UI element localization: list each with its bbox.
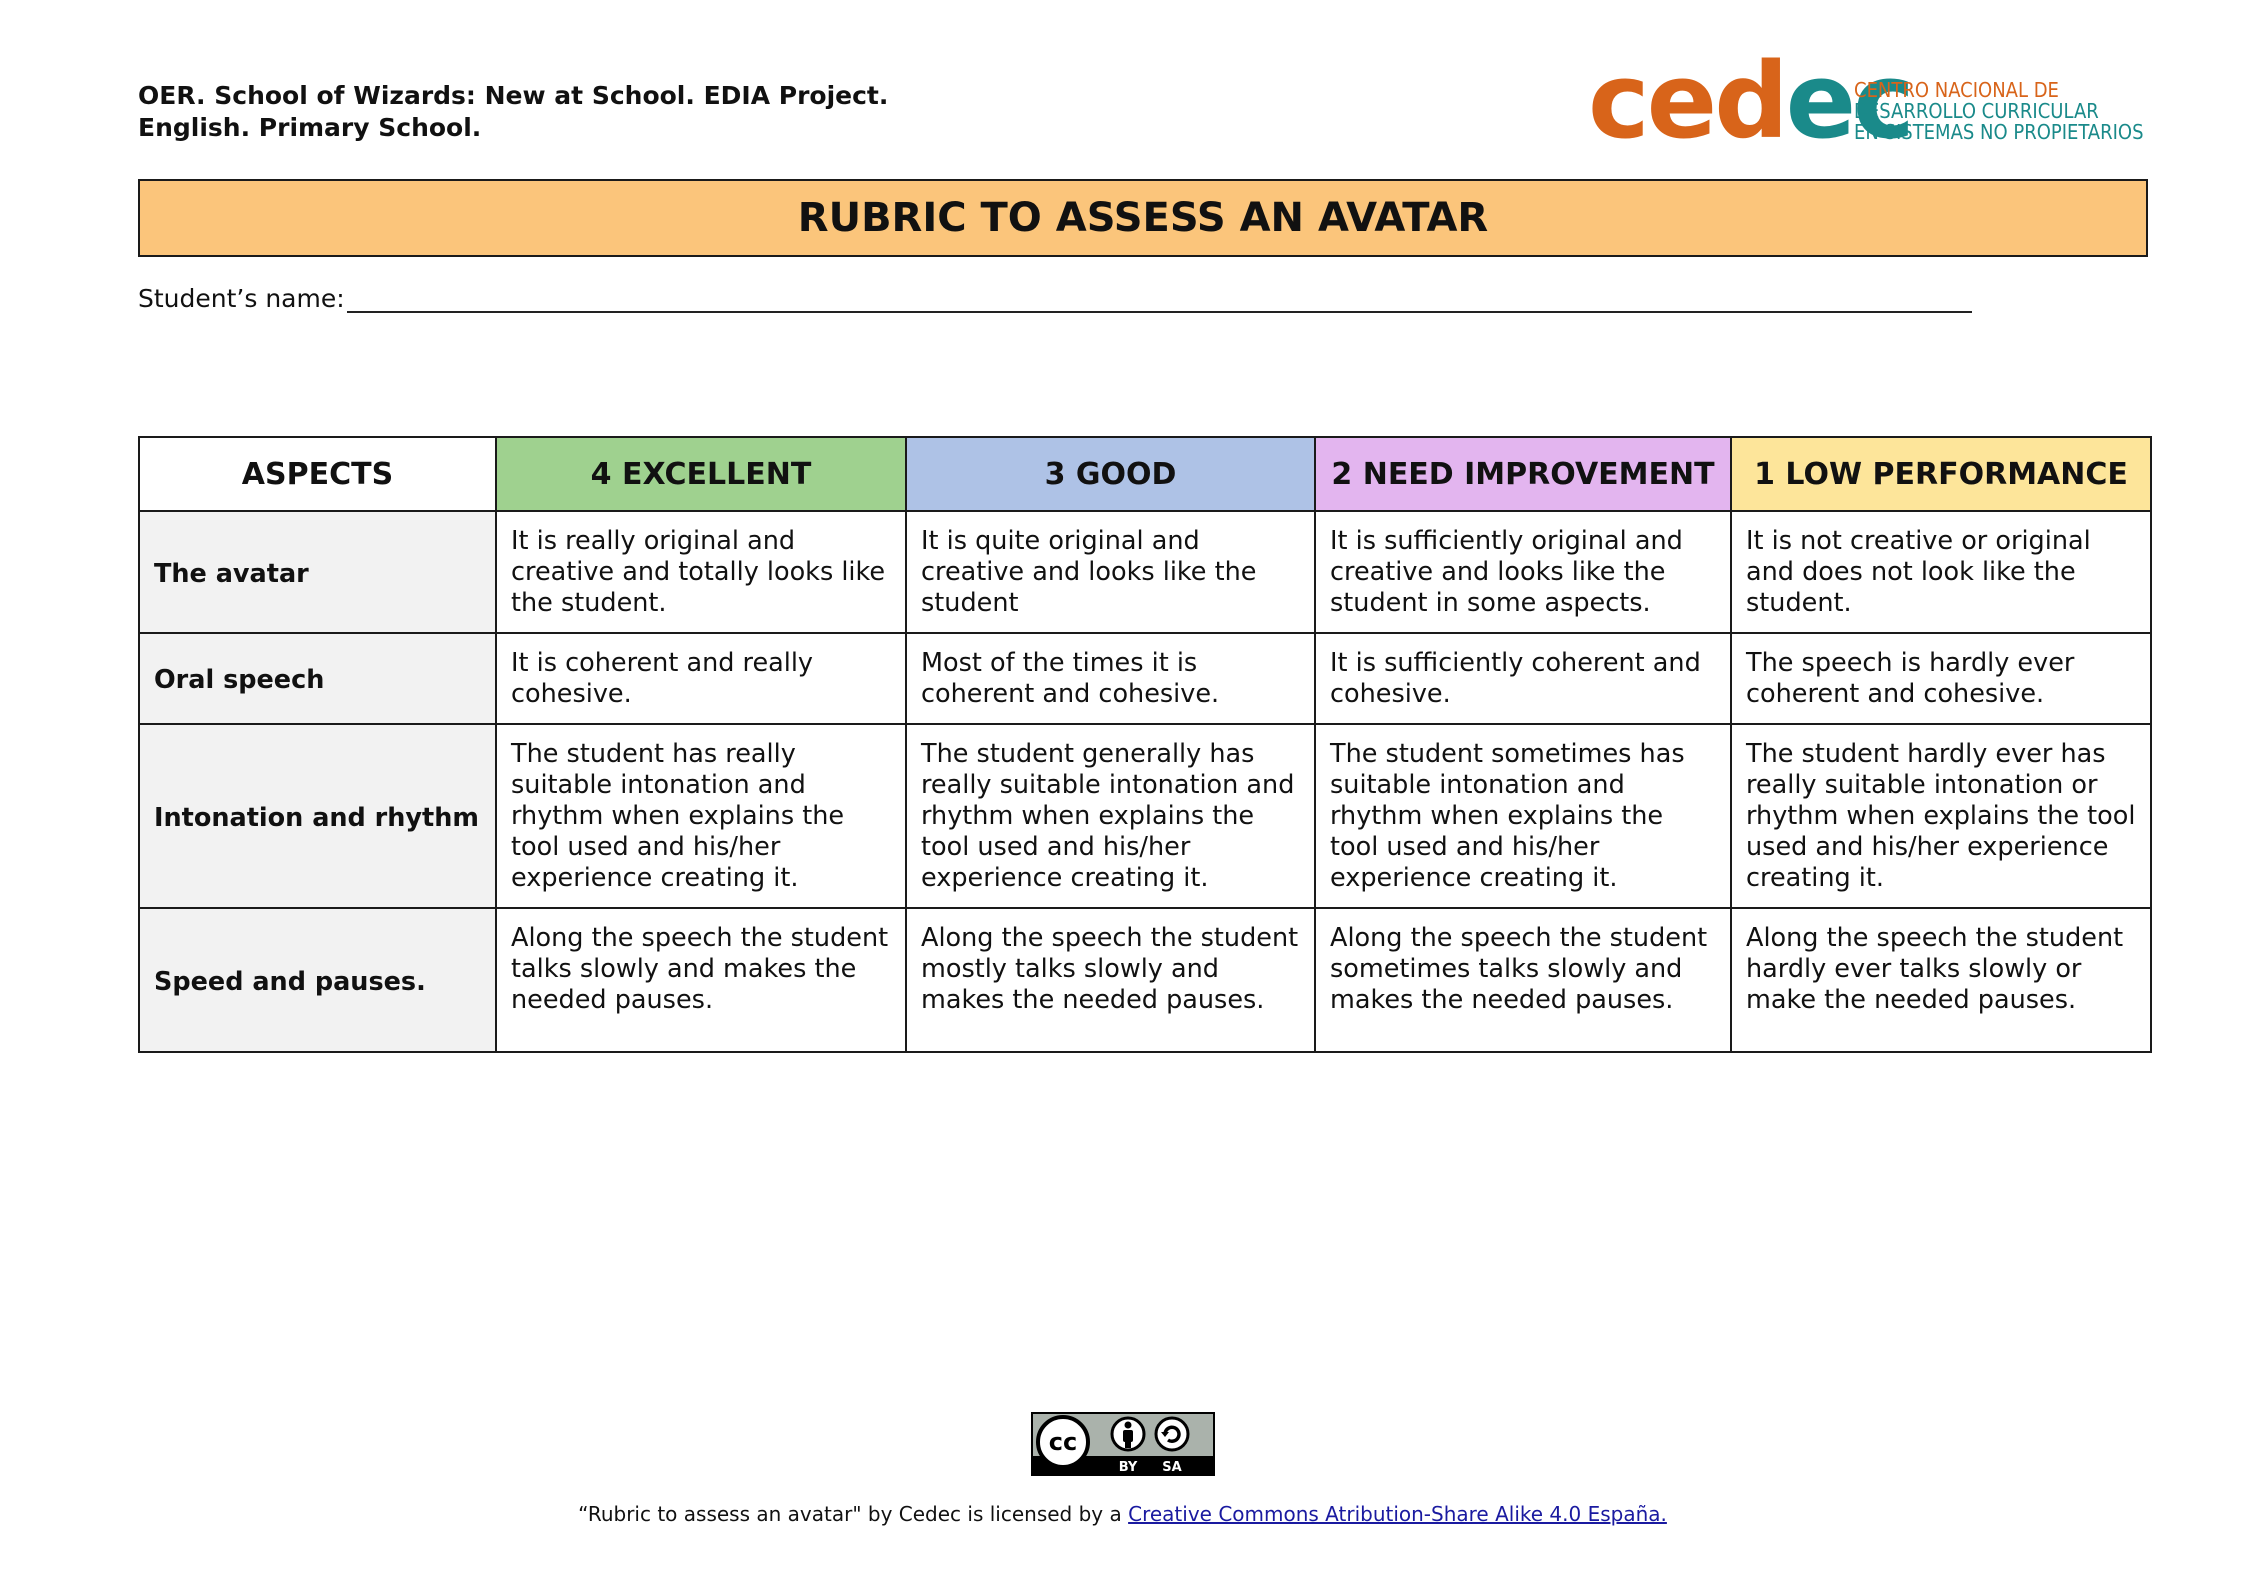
criterion-cell: It is sufficiently coherent and cohesive. <box>1315 633 1731 724</box>
criterion-cell: Along the speech the student hardly ever talks slowly or make the needed pauses. <box>1731 908 2151 1052</box>
header-need-improvement: 2 NEED IMPROVEMENT <box>1315 437 1731 511</box>
header-excellent: 4 EXCELLENT <box>496 437 906 511</box>
student-name-blank-line[interactable] <box>347 285 1972 313</box>
header-line-1: OER. School of Wizards: New at School. EDIA Project. <box>138 81 889 110</box>
header-aspects: ASPECTS <box>139 437 496 511</box>
logo-letters-ec: ec <box>1785 40 1912 162</box>
license-badge-area <box>0 1412 2245 1480</box>
criterion-cell: Along the speech the student mostly talks slowly and makes the needed pauses. <box>906 908 1315 1052</box>
logo-letter-c: c <box>1588 40 1647 162</box>
title-banner <box>138 179 2148 257</box>
logo-tagline-line-2: DESARROLLO CURRICULAR <box>1854 99 2099 123</box>
criterion-cell: The student sometimes has suitable intonation and rhythm when explains the tool used and his/her experience creating it. <box>1315 724 1731 908</box>
criterion-cell: It is really original and creative and totally looks like the student. <box>496 511 906 633</box>
table-row <box>139 633 2151 724</box>
criterion-cell: It is sufficiently original and creative and looks like the student in some aspects. <box>1315 511 1731 633</box>
criterion-cell: It is not creative or original and does not look like the student. <box>1731 511 2151 633</box>
criterion-cell: Along the speech the student sometimes talks slowly and makes the needed pauses. <box>1315 908 1731 1052</box>
criterion-cell: It is quite original and creative and looks like the student <box>906 511 1315 633</box>
table-row <box>139 724 2151 908</box>
aspect-cell: Intonation and rhythm <box>139 724 496 908</box>
criterion-cell: Along the speech the student talks slowly and makes the needed pauses. <box>496 908 906 1052</box>
share-alike-icon <box>1156 1418 1188 1450</box>
student-name-field[interactable] <box>138 284 1972 313</box>
by-label: BY <box>1118 1460 1137 1475</box>
student-name-label: Student’s name: <box>138 284 345 313</box>
logo-letters-ed: ed <box>1646 40 1786 162</box>
header-low-performance: 1 LOW PERFORMANCE <box>1731 437 2151 511</box>
rubric-table <box>138 436 2152 1053</box>
criterion-cell: The student has really suitable intonation and rhythm when explains the tool used and his/her experience creating it. <box>496 724 906 908</box>
sa-label: SA <box>1161 1460 1182 1475</box>
criterion-cell: Most of the times it is coherent and cohesive. <box>906 633 1315 724</box>
logo-tagline-line-1: CENTRO NACIONAL DE <box>1854 78 2059 102</box>
document-header <box>138 80 888 144</box>
aspect-cell: Speed and pauses. <box>139 908 496 1052</box>
logo-tagline <box>1854 80 2184 143</box>
cc-icon-text: cc <box>1048 1428 1077 1456</box>
criterion-cell: The student hardly ever has really suitable intonation or rhythm when explains the tool used and his/her experience creating it. <box>1731 724 2151 908</box>
license-prefix: “Rubric to assess an avatar" by Cedec is licensed by a <box>578 1502 1129 1526</box>
table-row <box>139 908 2151 1052</box>
license-link[interactable]: Creative Commons Atribution-Share Alike 4.0 España. <box>1128 1502 1667 1526</box>
header-line-2: English. Primary School. <box>138 113 482 142</box>
rubric-header-row <box>139 437 2151 511</box>
criterion-cell: The speech is hardly ever coherent and cohesive. <box>1731 633 2151 724</box>
criterion-cell: The student generally has really suitable intonation and rhythm when explains the tool used and his/her experience creating it. <box>906 724 1315 908</box>
page-title: RUBRIC TO ASSESS AN AVATAR <box>797 195 1489 241</box>
logo-tagline-line-3: EN SISTEMAS NO PROPIETARIOS <box>1854 120 2144 144</box>
criterion-cell: It is coherent and really cohesive. <box>496 633 906 724</box>
aspect-cell: Oral speech <box>139 633 496 724</box>
license-statement <box>0 1502 2245 1526</box>
table-row <box>139 511 2151 633</box>
header-good: 3 GOOD <box>906 437 1315 511</box>
cc-by-sa-badge[interactable] <box>1031 1412 1215 1476</box>
aspect-cell: The avatar <box>139 511 496 633</box>
